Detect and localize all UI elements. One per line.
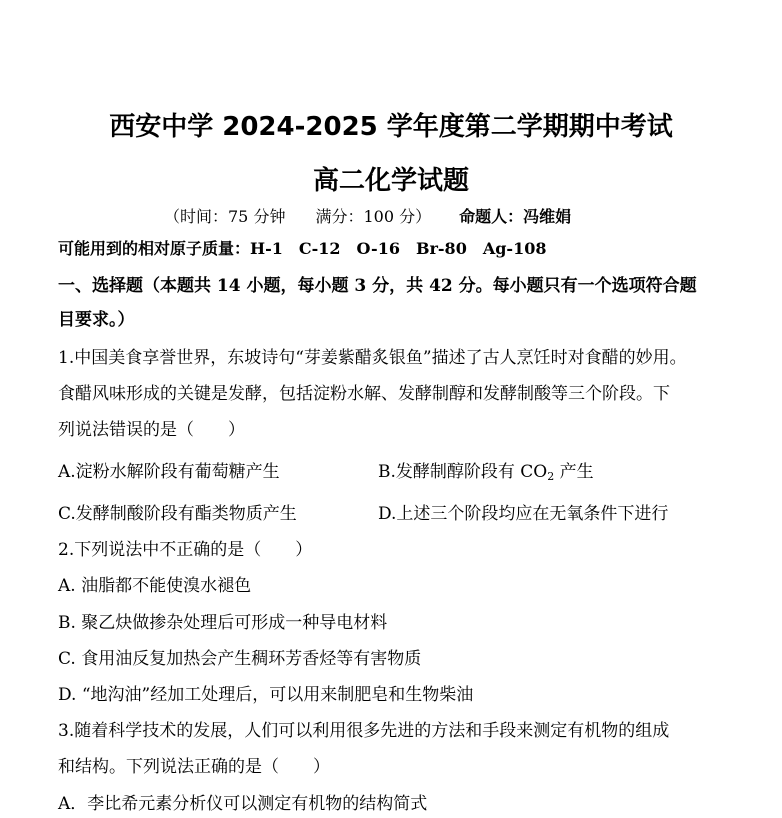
q1-stem-line2: 食醋风味形成的关键是发酵，包括淀粉水解、发酵制醇和发酵制酸等三个阶段。下 — [58, 384, 670, 404]
q1-option-a: A.淀粉水解阶段有葡萄糖产生 — [58, 462, 280, 482]
q3-stem-line1: 3.随着科学技术的发展，人们可以利用很多先进的方法和手段来测定有机物的组成 — [58, 721, 670, 741]
q2-stem: 2.下列说法中不正确的是（ ） — [58, 540, 313, 560]
q2-option-a: A. 油脂都不能使溴水褪色 — [58, 576, 252, 596]
q3-stem-line2: 和结构。下列说法正确的是（ ） — [58, 757, 330, 777]
q1-option-b-suffix: 产生 — [554, 462, 594, 482]
q2-option-b: B. 聚乙炔做掺杂处理后可形成一种导电材料 — [58, 613, 388, 633]
section-heading-line1: 一、选择题（本题共 14 小题，每小题 3 分，共 42 分。每小题只有一个选项符合题 — [58, 276, 697, 296]
exam-subtitle: 高二化学试题 — [312, 166, 469, 196]
exam-title: 西安中学 2024-2025 学年度第二学期期中考试 — [109, 112, 673, 142]
q1-option-b — [378, 457, 594, 483]
q1-option-b-subscript: 2 — [547, 470, 555, 483]
q1-stem-line1: 1.中国美食享誉世界，东坡诗句“芽姜紫醋炙银鱼”描述了古人烹饪时对食醋的妙用。 — [58, 348, 687, 368]
score-info: 满分：100 分） — [315, 207, 432, 226]
section-heading-line2: 目要求。） — [58, 310, 135, 330]
time-info: （时间：75 分钟 — [164, 207, 286, 226]
atomic-mass-line: 可能用到的相对原子质量：H-1 C-12 O-16 Br-80 Ag-108 — [58, 239, 547, 258]
author-info: 命题人：冯维娟 — [459, 207, 572, 226]
q2-option-d: D. “地沟油”经加工处理后，可以用来制肥皂和生物柴油 — [58, 685, 474, 705]
q1-option-b-prefix: B.发酵制醇阶段有 CO — [378, 462, 548, 482]
q2-option-c: C. 食用油反复加热会产生稠环芳香烃等有害物质 — [58, 649, 422, 669]
exam-meta — [164, 204, 571, 227]
q1-stem-line3: 列说法错误的是（ ） — [58, 420, 245, 440]
q1-option-d: D.上述三个阶段均应在无氧条件下进行 — [378, 504, 669, 524]
q3-option-a: A．李比希元素分析仪可以测定有机物的结构简式 — [58, 794, 428, 814]
q1-option-c: C.发酵制酸阶段有酯类物质产生 — [58, 504, 297, 524]
